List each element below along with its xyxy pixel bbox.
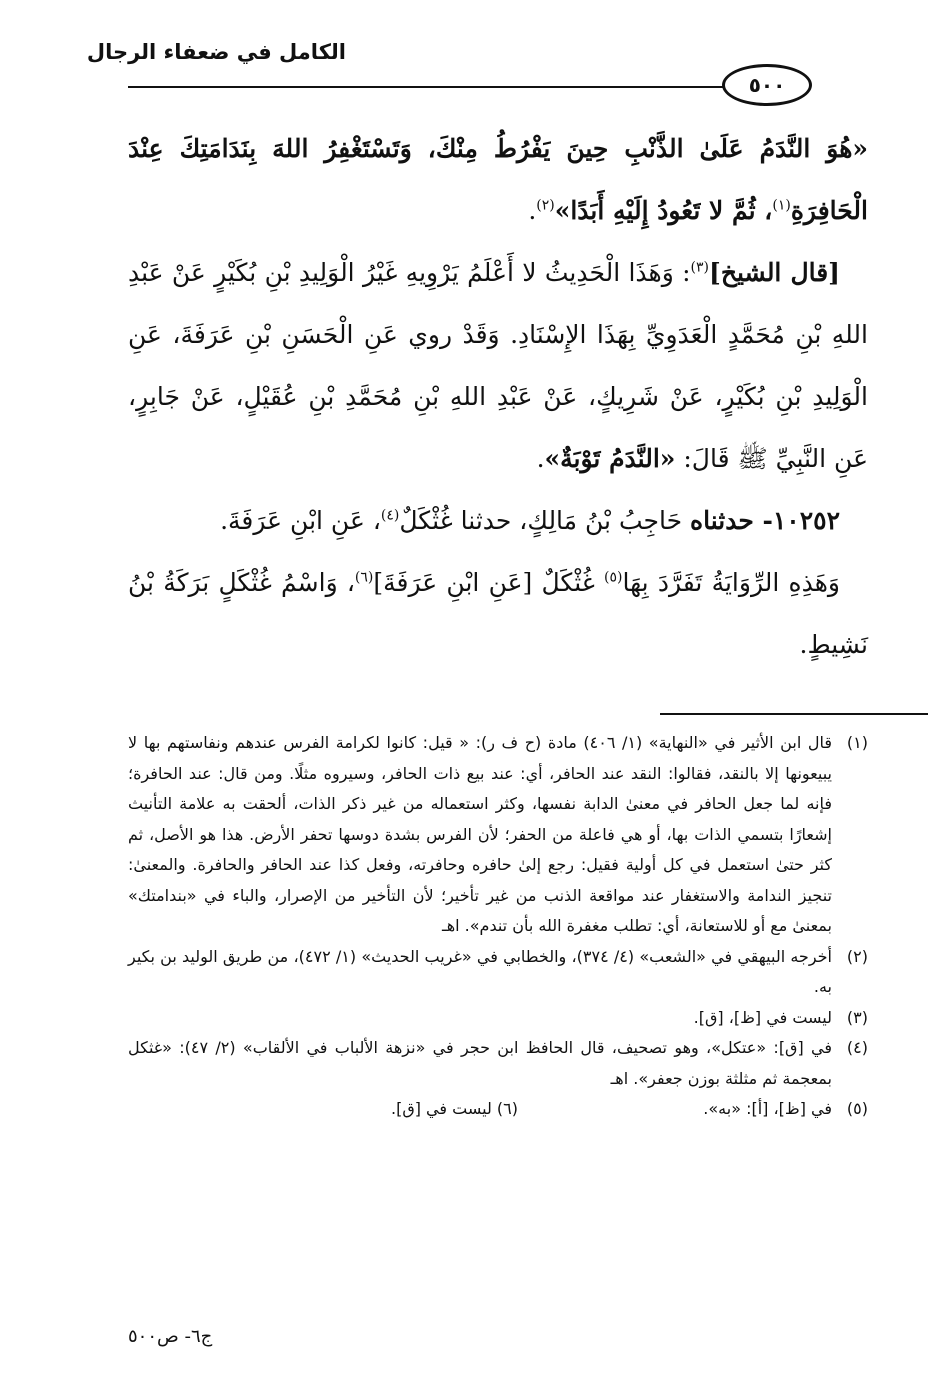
footnote-5-6-row	[128, 1094, 868, 1124]
footnote-text: أخرجه البيهقي في «الشعب» (٤/ ٣٧٤)، والخطابي في «غريب الحديث» (١/ ٤٧٢)، من طريق الوليد بن بكير به.	[128, 946, 832, 996]
hadith-quote-tawba: «النَّدَمُ تَوْبَةٌ»	[544, 444, 676, 473]
hadith-text	[128, 118, 868, 242]
running-header-title: الكامل في ضعفاء الرجال	[86, 40, 346, 64]
isnad-text-end: ، عَنِ ابْنِ عَرَفَةَ.	[220, 506, 381, 535]
hadith-number-label: ١٠٢٥٢- حدثناه	[689, 506, 840, 535]
footnote-number: (١)	[846, 733, 868, 752]
footnote-number: (٢)	[846, 946, 868, 966]
footnote-6	[391, 1094, 518, 1125]
footnote-ref-5: (٥)	[604, 569, 623, 586]
hadith-end: .	[528, 196, 537, 225]
hadith-quote-part2: ، ثُمَّ لا تَعُودُ إِلَيْهِ أَبَدًا»	[554, 196, 773, 225]
footnote-3	[128, 1003, 868, 1034]
footnote-text: قال ابن الأثير في «النهاية» (١/ ٤٠٦) مادة (ح ف ر): « قيل: كانوا لكرامة الفرس عندهم ونفاستهم بها لا يبيعونها إلا بالنقد، فقالوا: النقد عند الحافر، أي: عند بيع ذات الحافر، وسيروه مثلًا. ومن قال: عند الحافرة؛ فإنه لما جعل الحافر في معنىٰ الدابة نفسها، وكثر استعماله من غير ذكر الذات، ألحقت به علامة التأنيث إشعارًا بتسمي الذات بها، أو هي فاعلة من الحفر؛ لأن الفرس بشدة دوسها تحفر الأرض. هذا هو الأصل، ثم كثر حتىٰ استعمل في كل أولية فقيل: رجع إلىٰ حافره وحافرته، وفعل كذا عند الحافر والحافرة. والمعنىٰ: تنجيز الندامة والاستغفار عند مواقعة الذنب من غير تأخير؛ لأن التأخير من الإصرار، والباء في «بندامتك» بمعنىٰ مع أو للاستعانة، أي: تطلب مغفرة الله بأن تندم». اهـ	[128, 733, 832, 935]
sheikh-comment	[128, 242, 868, 490]
footnote-4	[128, 1033, 868, 1094]
footnote-ref-6: (٦)	[354, 569, 374, 586]
main-text	[128, 118, 868, 676]
sheikh-comment-text: : وَهَذَا الْحَدِيثُ لا أَعْلَمُ يَرْوِيهِ غَيْرُ الْوَلِيدِ بْنِ بُكَيْرٍ عَنْ عَبْدِ اللهِ بْنِ مُحَمَّدٍ الْعَدَوِيِّ بِهَذَا الإِسْنَادِ. وَقَدْ روي عَنِ الْحَسَنِ بْنِ عَرَفَةَ، عَنِ الْوَلِيدِ بْنِ بُكَيْرٍ، عَنْ شَرِيكٍ، عَنْ عَبْدِ اللهِ بْنِ مُحَمَّدِ بْنِ عُقَيْلٍ، عَنْ جَابِرٍ، عَنِ النَّبِيِّ ﷺ قَالَ:	[128, 258, 868, 473]
footnote-number: (٦)	[496, 1099, 518, 1118]
narration-note-part3: ، وَاسْمُ غُثْكَلٍ بَرَكَةُ بْنُ نَشِيطٍ.	[128, 568, 868, 659]
narration-note-part1: وَهَذِهِ الرِّوَايَةُ تَفَرَّدَ بِهَا	[622, 568, 840, 597]
footnote-text: في [ق]: «عتكل»، وهو تصحيف، قال الحافظ ابن حجر في «نزهة الألباب في الألقاب» (٢/ ٤٧): «غثكل بمعجمة ثم مثلثة بوزن جعفر». اهـ	[128, 1038, 833, 1088]
sentence-end: .	[536, 444, 545, 473]
footnote-ref-4: (٤)	[380, 507, 400, 524]
header-rule	[128, 86, 808, 88]
footnote-number: (٥)	[846, 1099, 868, 1118]
footnote-separator	[660, 713, 928, 715]
footnotes	[128, 728, 868, 1124]
footnote-2	[128, 942, 868, 1003]
hadith-numbered	[128, 490, 868, 552]
hadith-quote-part1: «هُوَ النَّدَمُ عَلَىٰ الذَّنْبِ حِينَ يَفْرُطُ مِنْكَ، وَتَسْتَغْفِرُ اللهَ بِنَدَامَتِكَ عِنْدَ الْحَافِرَةِ	[128, 134, 868, 225]
narration-note	[128, 552, 868, 676]
footnote-1	[128, 728, 868, 942]
footnote-5-text: في [ظ]، [أ]: «به».	[703, 1099, 832, 1118]
footnote-text: ليست في [ظ]، [ق].	[693, 1007, 832, 1027]
footnote-ref-2: (٢)	[536, 197, 555, 214]
footnote-6-text: ليست في [ق].	[390, 1099, 492, 1118]
page-number-badge: ٥٠٠	[722, 64, 812, 106]
volume-page-reference: ج٦- ص٥٠٠	[128, 1326, 213, 1347]
footnote-number: (٣)	[846, 1007, 868, 1027]
footnote-ref-3: (٣)	[690, 259, 709, 276]
isnad-text: حَاجِبُ بْنُ مَالِكٍ، حدثنا غُثْكَلٌ	[399, 506, 690, 535]
footnote-ref-1: (١)	[772, 197, 791, 214]
sheikh-label: [قال الشيخ]	[709, 258, 841, 287]
narration-note-part2: غُثْكَلٌ [عَنِ ابْنِ عَرَفَةَ]	[373, 568, 605, 597]
footnote-number: (٤)	[846, 1038, 868, 1057]
